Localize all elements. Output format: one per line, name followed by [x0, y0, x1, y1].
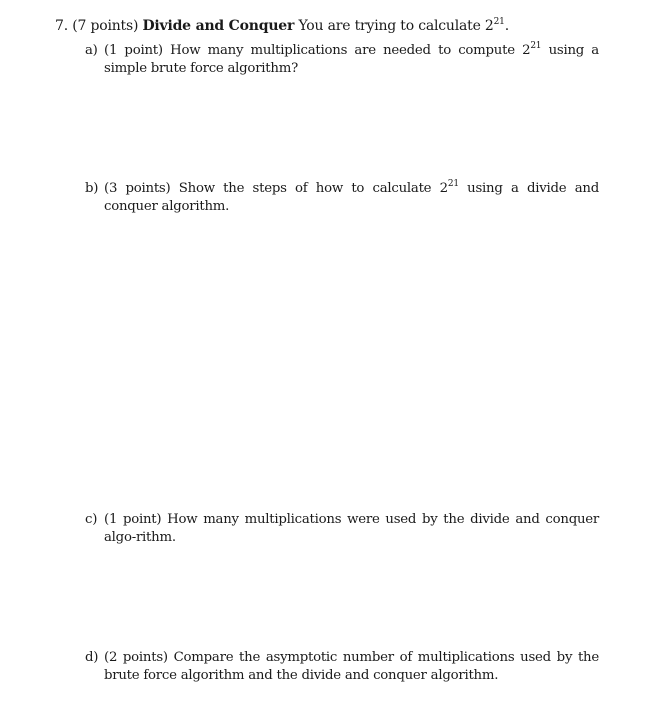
part-b-exponent: 21 — [447, 179, 459, 189]
question-title: Divide and Conquer — [142, 18, 295, 34]
part-c — [85, 511, 605, 547]
question-number: 7. — [55, 18, 68, 34]
part-a-text-before: How many multiplications are needed to compute 2 — [170, 43, 531, 58]
question-exponent: 21 — [493, 17, 505, 27]
part-a-label: a) — [85, 43, 98, 58]
part-d — [85, 649, 605, 685]
part-b-label: b) — [85, 181, 99, 196]
part-a-points: (1 point) — [104, 43, 163, 58]
part-b-points: (3 points) — [104, 181, 171, 196]
part-c-label: c) — [85, 512, 98, 527]
part-c-text — [104, 511, 599, 547]
question-header — [55, 17, 509, 35]
part-b-text-before: Show the steps of how to calculate 2 — [178, 181, 448, 196]
part-c-points: (1 point) — [104, 512, 162, 527]
part-b-text — [104, 180, 599, 216]
part-a-text — [104, 42, 599, 78]
question-prompt-suffix: . — [504, 18, 509, 34]
question-points: (7 points) — [72, 18, 139, 34]
part-a — [85, 42, 605, 78]
part-d-body: Compare the asymptotic number of multiplications used by the brute force algorithm and the divide and conquer algorithm. — [104, 650, 599, 683]
question-prompt-text: You are trying to calculate 2 — [298, 18, 494, 34]
part-b-text-after: using a divide and conquer algorithm. — [104, 181, 599, 214]
part-d-label: d) — [85, 650, 99, 665]
part-d-text — [104, 649, 599, 685]
part-c-body: How many multiplications were used by the divide and conquer algo-rithm. — [104, 512, 599, 545]
part-b — [85, 180, 605, 216]
part-a-text-after: using a simple brute force algorithm? — [104, 43, 599, 76]
part-a-exponent: 21 — [530, 41, 542, 51]
question-prompt — [298, 18, 508, 34]
part-d-points: (2 points) — [104, 650, 168, 665]
